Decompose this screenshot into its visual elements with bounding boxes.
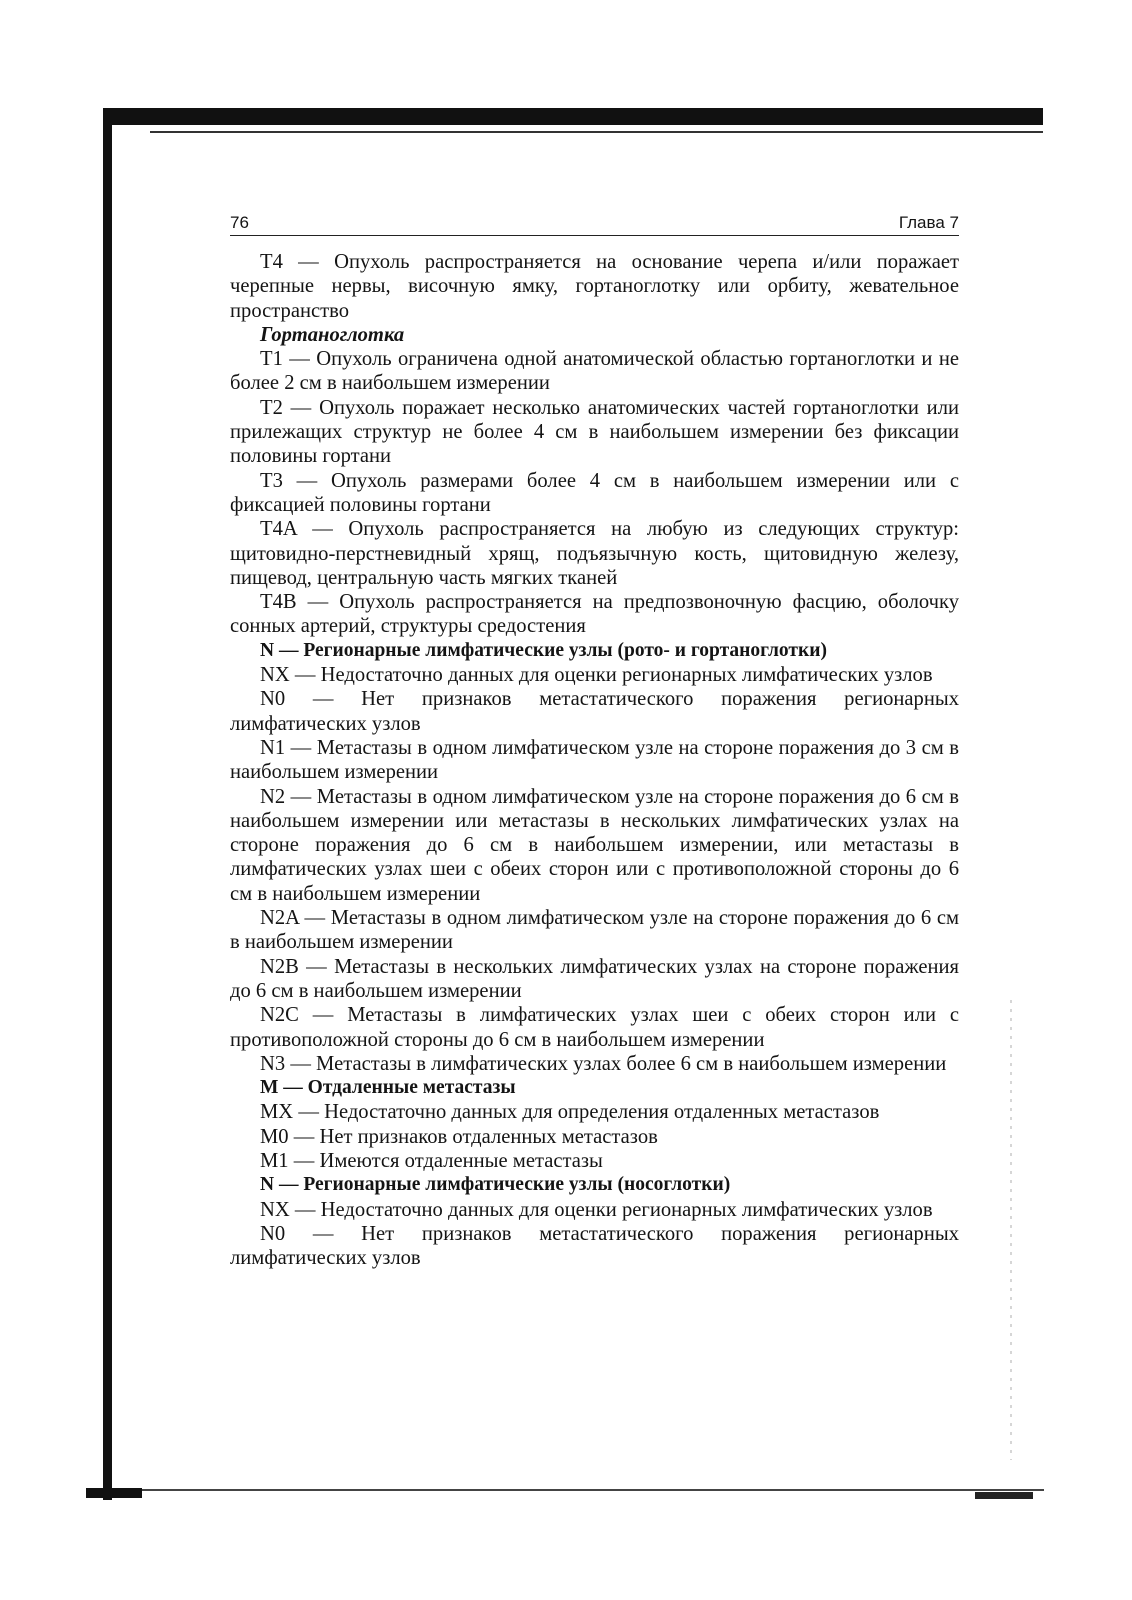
scan-frame-top-line	[150, 131, 1043, 133]
paragraph: T3 — Опухоль размерами более 4 см в наибольшем измерении или с фиксацией половины гортани	[230, 469, 959, 516]
section-heading: M — Отдаленные метастазы	[260, 1077, 516, 1099]
paragraph: N2B — Метастазы в нескольких лимфатических узлах на стороне поражения до 6 см в наибольшем измерении	[230, 955, 959, 1002]
page-number: 76	[230, 213, 249, 232]
paragraph: M1 — Имеются отдаленные метастазы	[260, 1149, 603, 1172]
paragraph: N2 — Метастазы в одном лимфатическом узле на стороне поражения до 6 см в наибольшем измерении или метастазы в нескольких лимфатических узлах на стороне поражения до 6 см в наибольшем измерении, или метастазы в лимфатических узлах шеи с обеих сторон или с противоположной стороны до 6 см в наибольшем измерении	[230, 785, 959, 905]
paragraph: T2 — Опухоль поражает несколько анатомических частей гортаноглотки или прилежащих структур не более 4 см в наибольшем измерении без фиксации половины гортани	[230, 396, 959, 468]
paragraph: N0 — Нет признаков метастатического поражения регионарных лимфатических узлов	[230, 1222, 959, 1270]
paragraph: T4 — Опухоль распространяется на основание черепа и/или поражает черепные нервы, височную ямку, гортаноглотку или орбиту, жевательное пространство	[230, 251, 959, 322]
paragraph: N1 — Метастазы в одном лимфатическом узле на стороне поражения до 3 см в наибольшем измерении	[230, 736, 959, 784]
paragraph: N3 — Метастазы в лимфатических узлах более 6 см в наибольшем измерении	[260, 1052, 947, 1075]
chapter-title: Глава 7	[898, 213, 959, 232]
scan-frame-left	[103, 108, 112, 1500]
section-subheading: Гортаноглотка	[260, 323, 405, 346]
paragraph: N2A — Метастазы в одном лимфатическом узле на стороне поражения до 6 см в наибольшем измерении	[230, 907, 959, 954]
page-body	[230, 250, 959, 1270]
paragraph: NX — Недостаточно данных для оценки регионарных лимфатических узлов	[260, 1198, 933, 1221]
paragraph: NX — Недостаточно данных для оценки регионарных лимфатических узлов	[260, 664, 933, 687]
scan-frame-bottom-left	[86, 1488, 142, 1498]
paragraph: N2C — Метастазы в лимфатических узлах шеи с обеих сторон или с противоположной стороны до 6 см в наибольшем измерении	[230, 1004, 959, 1051]
paragraph: T4A — Опухоль распространяется на любую из следующих структур: щитовидно-перстневидный хрящ, подъязычную кость, щитовидную железу, пищевод, центральную часть мягких тканей	[230, 518, 959, 589]
paragraph: M0 — Нет признаков отдаленных метастазов	[260, 1125, 658, 1148]
scan-frame-bottom-right	[975, 1492, 1033, 1499]
scan-frame-bottom-line	[86, 1489, 1044, 1491]
section-heading: N — Регионарные лимфатические узлы (носоглотки)	[260, 1174, 731, 1196]
paragraph: N0 — Нет признаков метастатического поражения регионарных лимфатических узлов	[230, 688, 959, 735]
scan-speckle	[1010, 1000, 1012, 1460]
scan-frame-top	[103, 108, 1043, 125]
running-header	[230, 211, 959, 236]
section-heading: N — Регионарные лимфатические узлы (рото- и гортаноглотки)	[260, 639, 827, 661]
paragraph: MX — Недостаточно данных для определения отдаленных метастазов	[260, 1101, 880, 1124]
paragraph: T1 — Опухоль ограничена одной анатомической областью гортаноглотки и не более 2 см в наибольшем измерении	[230, 348, 959, 395]
paragraph: T4B — Опухоль распространяется на предпозвоночную фасцию, оболочку сонных артерий, структуры средостения	[230, 591, 959, 638]
